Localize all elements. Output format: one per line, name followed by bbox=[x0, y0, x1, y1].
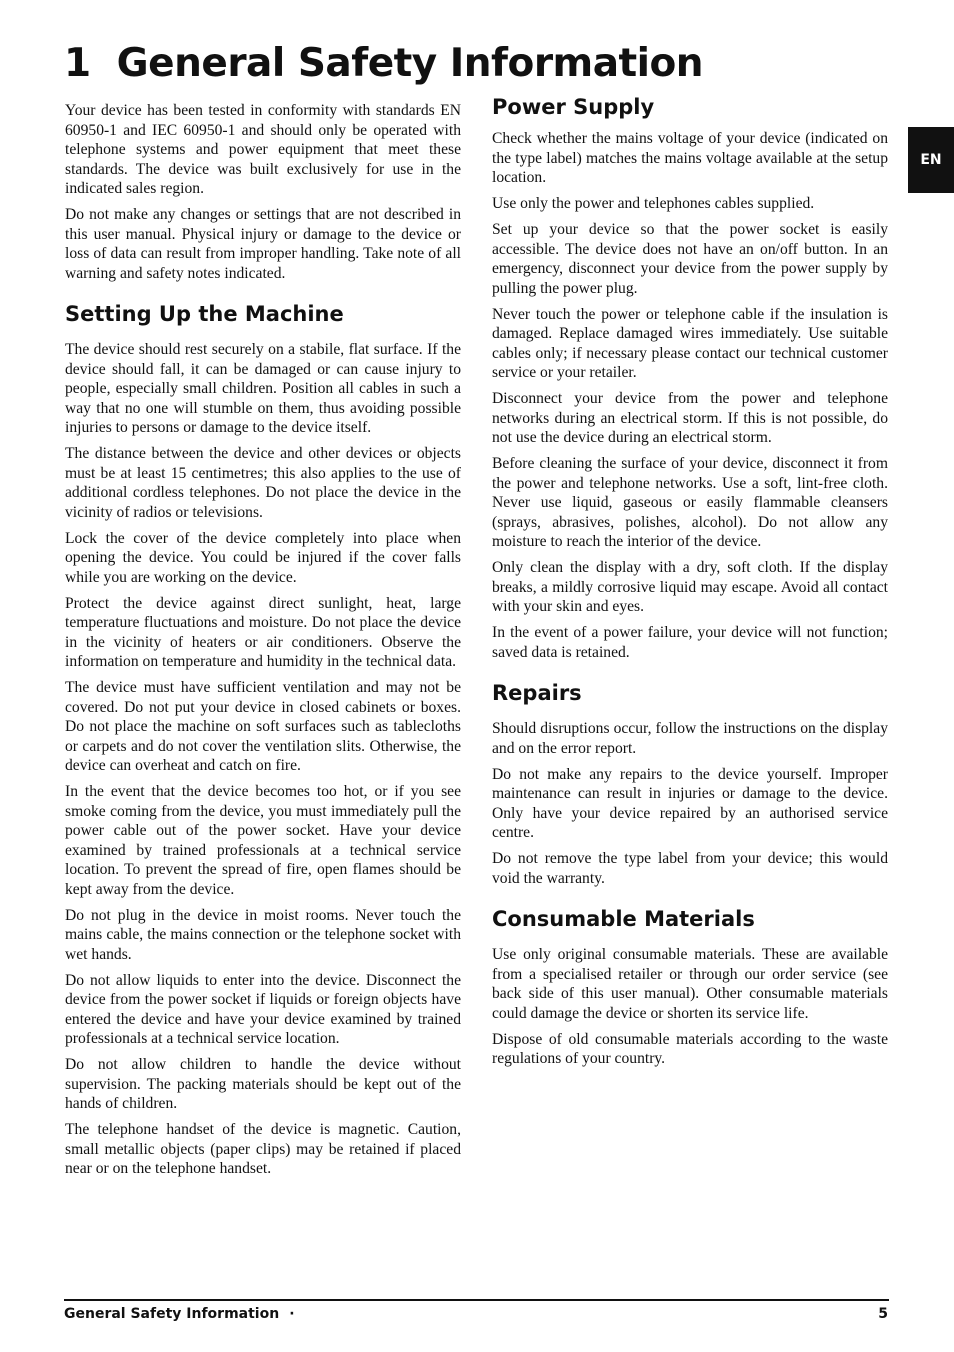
footer-section-title: General Safety Information bbox=[64, 1306, 280, 1322]
body-paragraph: Do not remove the type label from your device; this would void the warranty. bbox=[492, 850, 888, 887]
language-tab: EN bbox=[908, 127, 954, 193]
right-column bbox=[492, 93, 888, 1075]
body-paragraph: Disconnect your device from the power and telephone networks during an electrical storm. If this is not possible, do not use the device during an electrical storm. bbox=[492, 390, 888, 446]
section-heading-setting-up: Setting Up the Machine bbox=[65, 302, 344, 326]
body-paragraph: The device must have sufficient ventilation and may not be covered. Do not put your device in closed cabinets or boxes. Do not place the machine on soft surfaces such as tablecloths or carpets and do not cover the ventilation slits. Otherwise, the device can overheat and catch on fire. bbox=[65, 679, 461, 774]
section-heading-power-supply: Power Supply bbox=[492, 95, 655, 119]
intro-paragraph: Your device has been tested in conformity with standards EN 60950-1 and IEC 60950-1 and should only be operated with telephone systems and power equipment that meet these standards. The device was built exclusively for use in the indicated sales region. bbox=[65, 102, 461, 197]
body-paragraph: In the event that the device becomes too hot, or if you see smoke coming from the device, you must immediately pull the power cable out of the power socket. Have your device examined by trained professionals at a technical service location. To prevent the spread of fire, open flames should be kept away from the device. bbox=[65, 783, 461, 898]
footer-section-label bbox=[64, 1304, 295, 1324]
body-paragraph: The distance between the device and other devices or objects must be at least 15 centimetres; this also applies to the use of additional cordless telephones. Do not place the device in the vicinity of radios or televisions. bbox=[65, 445, 461, 521]
body-paragraph: Only clean the display with a dry, soft cloth. If the display breaks, a mildly corrosive liquid may escape. Avoid all contact with your skin and eyes. bbox=[492, 559, 888, 615]
body-paragraph: Before cleaning the surface of your device, disconnect it from the power and telephone networks. Use a soft, lint-free cloth. Never use liquid, gaseous or easily flammable cleansers (sprays, abrasives, polishes, alcohol). Do not allow any moisture to reach the interior of the device. bbox=[492, 455, 888, 550]
left-column bbox=[65, 101, 461, 1185]
body-paragraph: Check whether the mains voltage of your device (indicated on the type label) matches the mains voltage available at the setup location. bbox=[492, 130, 888, 186]
chapter-title: General Safety Information bbox=[116, 41, 704, 86]
body-paragraph: Dispose of old consumable materials according to the waste regulations of your country. bbox=[492, 1030, 888, 1067]
body-paragraph: Do not allow liquids to enter into the device. Disconnect the device from the power socket if liquids or foreign objects have entered the device and have your device examined by trained professionals at a technical service location. bbox=[65, 971, 461, 1047]
page-title bbox=[64, 38, 703, 90]
body-paragraph: Use only the power and telephones cables supplied. bbox=[492, 195, 815, 212]
body-paragraph: In the event of a power failure, your device will not function; saved data is retained. bbox=[492, 624, 888, 661]
chapter-number: 1 bbox=[64, 41, 91, 86]
body-paragraph: Do not plug in the device in moist rooms. Never touch the mains cable, the mains connection or the telephone socket with wet hands. bbox=[65, 906, 461, 963]
body-paragraph: Do not make any repairs to the device yourself. Improper maintenance can result in injuries or damage to the device. Only have your device repaired by an authorised service centre. bbox=[492, 765, 888, 841]
body-paragraph: Use only original consumable materials. These are available from a specialised retailer or through our order service (see back side of this user manual). Other consumable materials could damage the device or shorten its service life. bbox=[492, 946, 888, 1022]
body-paragraph: Never touch the power or telephone cable if the insulation is damaged. Replace damaged wires immediately. Use suitable cables only; if necessary please contact our technical customer service or your retailer. bbox=[492, 305, 888, 381]
footer-separator: · bbox=[289, 1306, 295, 1322]
section-heading-repairs: Repairs bbox=[492, 681, 582, 705]
page-number: 5 bbox=[878, 1306, 888, 1322]
body-paragraph: Set up your device so that the power socket is easily accessible. The device does not have an on/off button. In an emergency, disconnect your device from the power supply by pulling the power plug. bbox=[492, 221, 888, 297]
body-paragraph: The device should rest securely on a stabile, flat surface. If the device should fall, it can be damaged or can cause injury to people, especially small children. Position all cables in such a way that no one will stumble on them, thus avoiding possible injuries to persons or damage to the device itself. bbox=[65, 341, 461, 436]
body-paragraph: Protect the device against direct sunlight, heat, large temperature fluctuations and moisture. Do not place the device in the vicinity of heaters or air conditioners. Observe the information on temperature and humidity in the technical data. bbox=[65, 594, 461, 670]
intro-paragraph: Do not make any changes or settings that are not described in this user manual. Physical injury or damage to the device or loss of data can result from improper handling. Take note of all warning and safety notes indicated. bbox=[65, 206, 461, 282]
body-paragraph: The telephone handset of the device is magnetic. Caution, small metallic objects (paper clips) may be retained if placed near or on the telephone handset. bbox=[65, 1121, 461, 1177]
body-paragraph: Do not allow children to handle the device without supervision. The packing materials should be kept out of the hands of children. bbox=[65, 1056, 461, 1112]
section-heading-consumables: Consumable Materials bbox=[492, 907, 755, 931]
footer-rule bbox=[64, 1299, 889, 1301]
body-paragraph: Lock the cover of the device completely into place when opening the device. You could be injured if the cover falls while you are working on the device. bbox=[65, 529, 461, 586]
body-paragraph: Should disruptions occur, follow the instructions on the display and on the error report. bbox=[492, 720, 888, 757]
